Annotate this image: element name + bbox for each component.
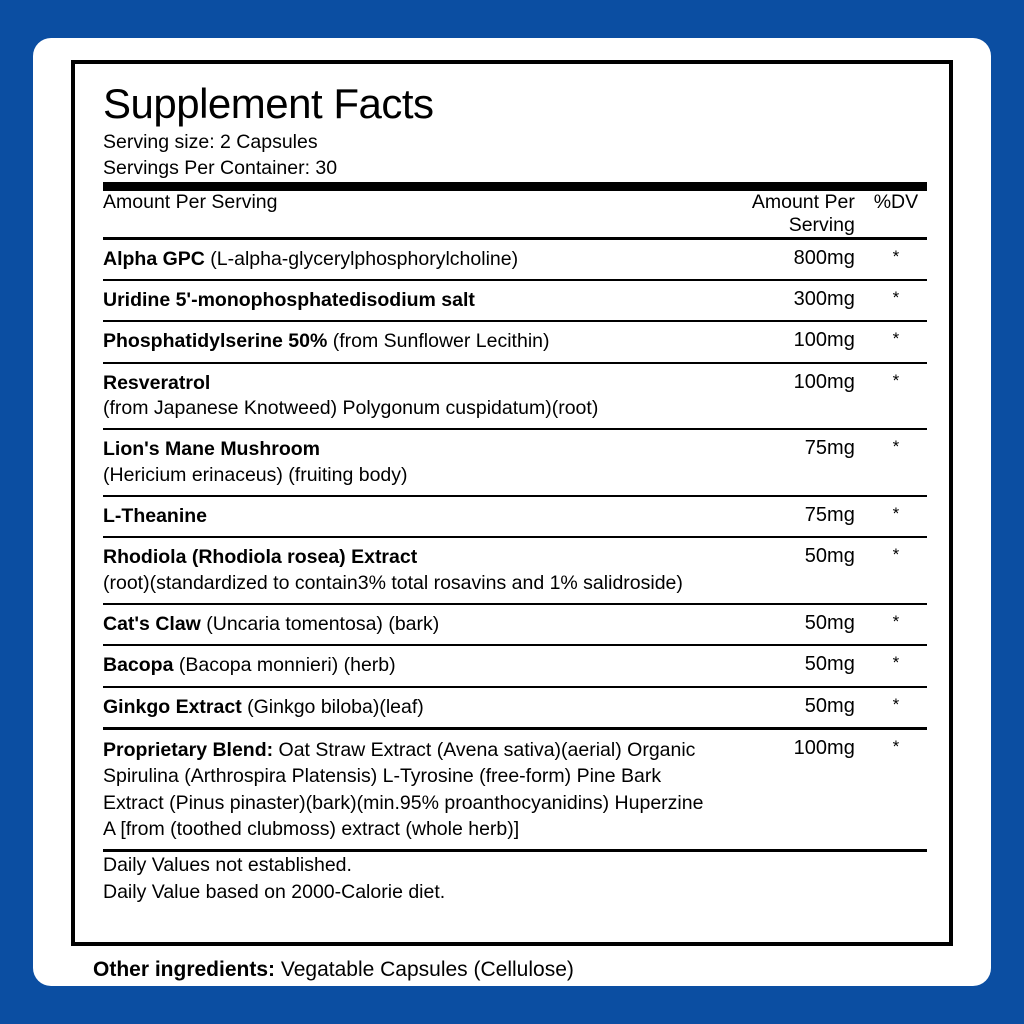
ingredient-dv: * xyxy=(892,437,900,457)
table-row xyxy=(103,646,927,685)
blend-dv: * xyxy=(892,737,900,757)
ingredient-name: Alpha GPC (L-alpha-glycerylphosphorylcholine) xyxy=(103,247,519,270)
ingredient-dv: * xyxy=(892,612,900,631)
supplement-facts-panel xyxy=(71,60,953,946)
header-percent-dv: %DV xyxy=(873,190,919,213)
ingredient-amount: 100mg xyxy=(793,329,855,352)
header-divider-thick xyxy=(103,182,927,191)
ingredient-amount: 100mg xyxy=(793,370,855,393)
table-row xyxy=(103,281,927,320)
ingredient-dv: * xyxy=(892,545,900,565)
footnotes xyxy=(103,852,927,905)
ingredient-amount: 50mg xyxy=(804,653,855,676)
servings-per-container-text: Servings Per Container: 30 xyxy=(103,156,338,179)
label-card xyxy=(33,38,991,986)
ingredient-name: Phosphatidylserine 50% (from Sunflower Lecithin) xyxy=(103,330,550,353)
blend-item: Huperzine A [from (toothed clubmoss) extract (whole herb)] xyxy=(103,791,704,841)
table-row xyxy=(103,688,927,727)
other-ingredients xyxy=(93,958,574,982)
footnote-line: Daily Values not established. xyxy=(103,854,352,877)
blend-item: Pine Bark Extract (Pinus pinaster)(bark)(min.95% proanthocyanidins) xyxy=(103,765,662,814)
blend-item: Organic Spirulina (Arthrospira Platensis) xyxy=(103,739,696,788)
serving-size-text: Serving size: 2 Capsules xyxy=(103,131,318,154)
ingredient-name: L-Theanine xyxy=(103,504,208,527)
ingredient-amount: 800mg xyxy=(793,246,855,269)
table-row xyxy=(103,430,927,495)
ingredient-dv: * xyxy=(892,329,900,349)
ingredient-name: Rhodiola (Rhodiola rosea) Extract (root)(standardized to contain3% total rosavins and 1% salidroside) xyxy=(103,546,683,594)
ingredient-dv: * xyxy=(892,653,900,673)
ingredient-amount: 50mg xyxy=(804,612,855,634)
table-header-row xyxy=(103,191,927,237)
table-row xyxy=(103,538,927,603)
ingredient-amount: 75mg xyxy=(804,503,855,526)
table-row xyxy=(103,497,927,536)
blend-item: L-Tyrosine (free-form) xyxy=(382,765,572,788)
ingredient-name: Lion's Mane Mushroom (Hericium erinaceus) (fruiting body) xyxy=(103,438,408,486)
proprietary-blend-row xyxy=(103,730,927,849)
ingredient-name: Cat's Claw (Uncaria tomentosa) (bark) xyxy=(103,613,440,635)
ingredient-dv: * xyxy=(892,370,900,390)
header-amount-per-serving: Amount Per Serving xyxy=(751,190,855,236)
supplement-facts-table xyxy=(103,191,927,905)
ingredient-dv: * xyxy=(892,503,900,523)
ingredient-amount: 75mg xyxy=(804,437,855,460)
ingredient-dv: * xyxy=(892,246,900,266)
ingredient-name: Uridine 5'-monophosphatedisodium salt xyxy=(103,288,475,311)
table-row xyxy=(103,322,927,361)
footnote-row xyxy=(103,852,927,905)
blend-amount: 100mg xyxy=(793,737,855,760)
table-row xyxy=(103,364,927,429)
blend-item: Oat Straw Extract (Avena sativa)(aerial) xyxy=(278,739,622,762)
ingredient-name: Resveratrol (from Japanese Knotweed) Polygonum cuspidatum)(root) xyxy=(103,371,599,419)
ingredient-dv: * xyxy=(892,694,900,714)
table-row xyxy=(103,240,927,279)
other-ingredients-label: Other ingredients: xyxy=(93,958,276,981)
ingredient-name: Bacopa (Bacopa monnieri) (herb) xyxy=(103,654,396,677)
other-ingredients-value: Vegatable Capsules (Cellulose) xyxy=(275,958,574,981)
page-title: Supplement Facts xyxy=(103,80,434,127)
footnote-line: Daily Value based on 2000-Calorie diet. xyxy=(103,880,446,903)
ingredient-dv: * xyxy=(892,287,900,307)
ingredient-amount: 50mg xyxy=(804,694,855,717)
ingredient-name: Ginkgo Extract (Ginkgo biloba)(leaf) xyxy=(103,695,424,718)
ingredient-amount: 50mg xyxy=(804,545,855,568)
ingredient-amount: 300mg xyxy=(793,287,855,310)
header-amount-per-serving-left: Amount Per Serving xyxy=(103,190,278,213)
table-row xyxy=(103,605,927,644)
blend-name: Proprietary Blend: Oat Straw Extract (Avena sativa)(aerial) Organic Spirulina (Arthrospira Platensis) L-Tyrosine (free-form) Pine Bark Extract (Pinus pinaster)(bark)(min.95% proanthocyanidins) Huperzine A [from (toothed clubmoss) extract (whole herb)] xyxy=(103,739,704,841)
